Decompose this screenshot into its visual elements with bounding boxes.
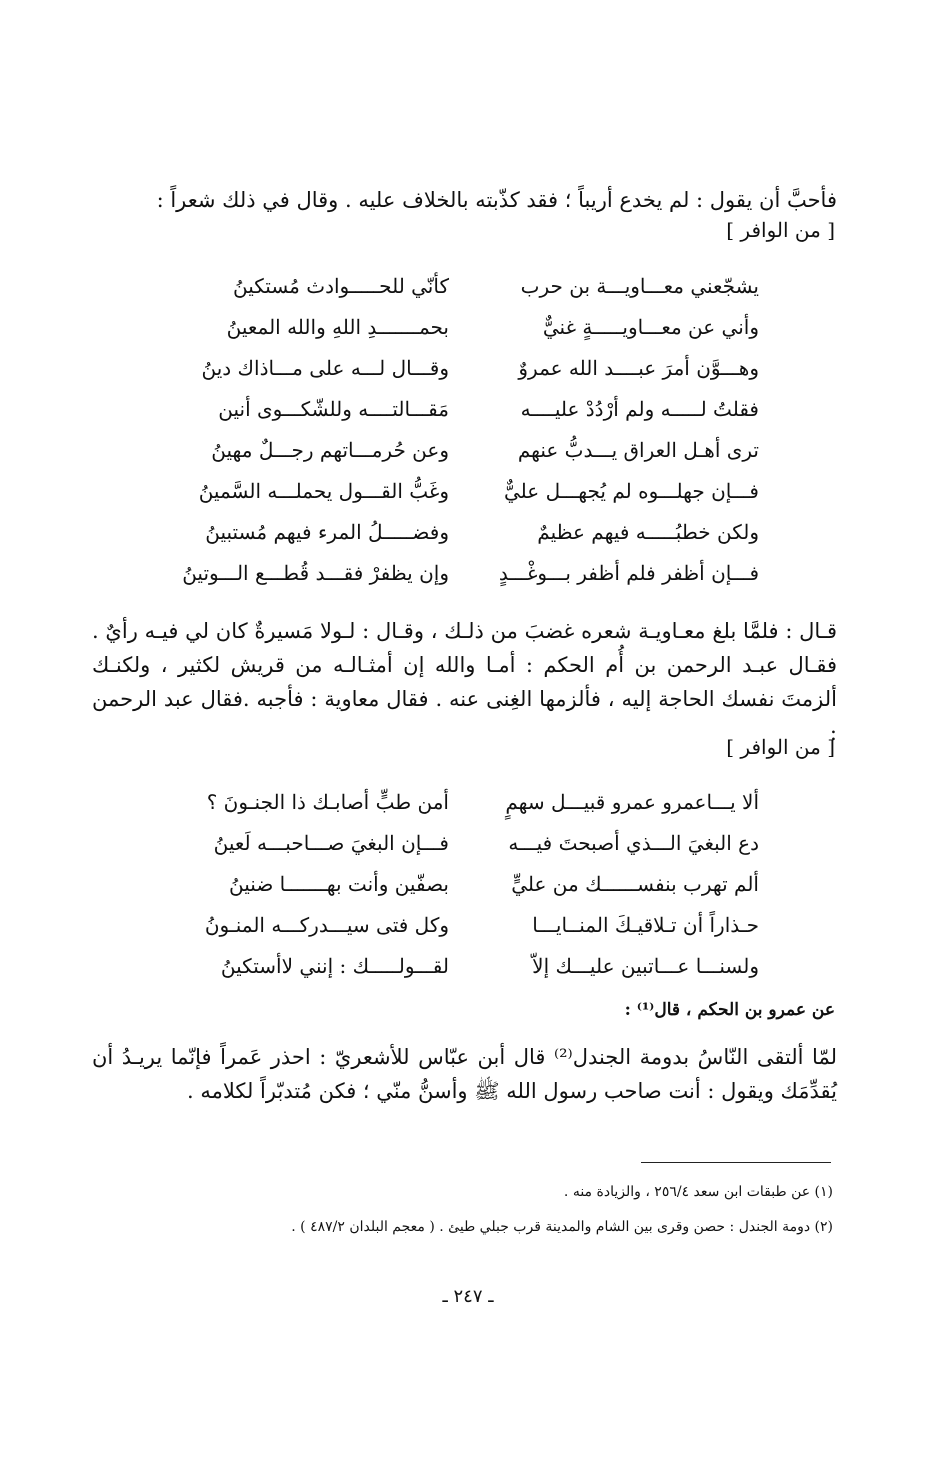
verse-first-hemistich: وأني عن معـــاويـــــةٍ غنيٌّ — [543, 315, 760, 339]
verse-first-hemistich: يشجّعني معـــاويـــة بن حرب — [521, 274, 760, 298]
poem-verse — [170, 951, 760, 992]
verse-second-hemistich: لقـــولـــــك : إنني لاأستكينُ — [221, 954, 450, 978]
verse-first-hemistich: دع البغيَ الـــذي أصبحتَ فيـــه — [509, 831, 760, 855]
poem-verse — [170, 312, 760, 353]
middle-paragraph: قـال : فلمَّا بلغ معـاويـة شعره غضبَ من ذلـك ، وقـال : لـولا مَسيرةٌ كان لي فيـه رأيٌ . فقـال عبـد الرحمن بن أُم الحكم : أمـا والله إن أمثـالـه من قريش لكثير ، ولكنـك ألزمتَ نفسك الحاجة إليه ، فألزمها الغِنى عنه . فقال معاوية : فأجبه .فقال عبد الرحمن : — [93, 619, 838, 745]
verse-first-hemistich: فـــإن جهلـــوه لم يُجهـــل عليٌّ — [505, 479, 760, 503]
chain-of-narration: عن عمرو بن الحكم ، قال⁽¹⁾ : — [625, 1000, 836, 1020]
verse-first-hemistich: فـــإن أظفر فلم أظفر بـــوغْـــدٍ — [499, 561, 760, 585]
verse-first-hemistich: ألم تهرب بنفســــــك من عليٍّ — [512, 872, 760, 896]
verse-second-hemistich: كأنّي للحـــــوادث مُستكينُ — [233, 274, 450, 298]
intro-paragraph: فأحبَّ أن يقول : لم يخدع أريباً ؛ فقد كذّبته بالخلاف عليه . وقال في ذلك شعراً : — [157, 188, 838, 212]
poem-verse — [170, 787, 760, 828]
verse-second-hemistich: بحمـــــــدِ اللهِ والله المعينُ — [227, 315, 450, 339]
verse-first-hemistich: فقلتُ لـــــه ولم أرْدُدْ عليــــه — [521, 397, 760, 421]
poem-verse — [170, 828, 760, 869]
verse-second-hemistich: وكل فتى سيـــدركـــه المنـونُ — [205, 913, 450, 937]
verse-second-hemistich: أمن طبٍّ أصابـك ذا الجنـونَ ؟ — [207, 790, 450, 814]
poem-verse — [170, 271, 760, 312]
verse-second-hemistich: وقـــال لـــه على مـــاذاك دينُ — [202, 356, 450, 380]
verse-first-hemistich: حـذاراً أن تـلاقيـكَ المنــايـــا — [533, 913, 760, 937]
poem-verse — [170, 910, 760, 951]
poem-verse — [170, 394, 760, 435]
poem-verse — [170, 558, 760, 599]
meter-label-2: [ من الوافر ] — [727, 735, 836, 759]
poem-verse — [170, 517, 760, 558]
poem-1 — [170, 271, 760, 599]
poem-2 — [170, 787, 760, 992]
footnote-2: (٢) دومة الجندل : حصن وقرى بين الشام والمدينة قرب جبلي طيئ . ( معجم البلدان ٤٨٧/٢ ) . — [292, 1219, 834, 1235]
footnote-divider — [642, 1162, 832, 1163]
footnote-1: (١) عن طبقات ابن سعد ٢٥٦/٤ ، والزيادة منه . — [564, 1184, 834, 1200]
poem-verse — [170, 869, 760, 910]
verse-first-hemistich: ولسنـــا عـــاتبين عليـــك إلاّ — [533, 954, 760, 978]
final-paragraph: لمّا ألتقى النّاسُ بدومة الجندل⁽²⁾ قال أبن عبّاس للأشعريّ : احذر عَمراً فإنّما يريـدُ أن يُقدِّمَك ويقول : أنت صاحب رسول الله ﷺ وأسنُّ منّي ؛ فكن مُتدبّراً لكلامه . — [93, 1045, 838, 1103]
verse-second-hemistich: مَقـــالتــــه وللشّكـــوى أنين — [219, 397, 450, 421]
verse-second-hemistich: وإن يظفرْ فقـــد قُطـــع الـــوتينُ — [183, 561, 450, 585]
verse-first-hemistich: وهـــوَّن أمرَ عبــــد الله عمروٌ — [519, 356, 760, 380]
meter-label-1: [ من الوافر ] — [727, 218, 836, 242]
verse-second-hemistich: وفضـــــلُ المرء فيهم مُستبينُ — [206, 520, 450, 544]
poem-verse — [170, 353, 760, 394]
poem-verse — [170, 435, 760, 476]
poem-verse — [170, 476, 760, 517]
verse-first-hemistich: ألا يـــاعمرو عمرو قبيـــل سهمٍ — [506, 790, 760, 814]
verse-second-hemistich: وغَبُّ القـــول يحملـــه السَّمينُ — [199, 479, 450, 503]
page-number: ـ ٢٤٧ ـ — [443, 1286, 495, 1307]
verse-first-hemistich: ترى أهـل العراق يـــدبُّ عنهم — [518, 438, 760, 462]
verse-second-hemistich: وعن حُرمـــاتهم رجـــلٌ مهينُ — [212, 438, 450, 462]
verse-first-hemistich: ولكن خطبُـــــه فيهم عظيمٌ — [538, 520, 760, 544]
verse-second-hemistich: بصفّين وأنت بهـــــــا ضنينُ — [230, 872, 450, 896]
verse-second-hemistich: فـــإن البغيَ صـــاحبـــه لَعينُ — [214, 831, 450, 855]
